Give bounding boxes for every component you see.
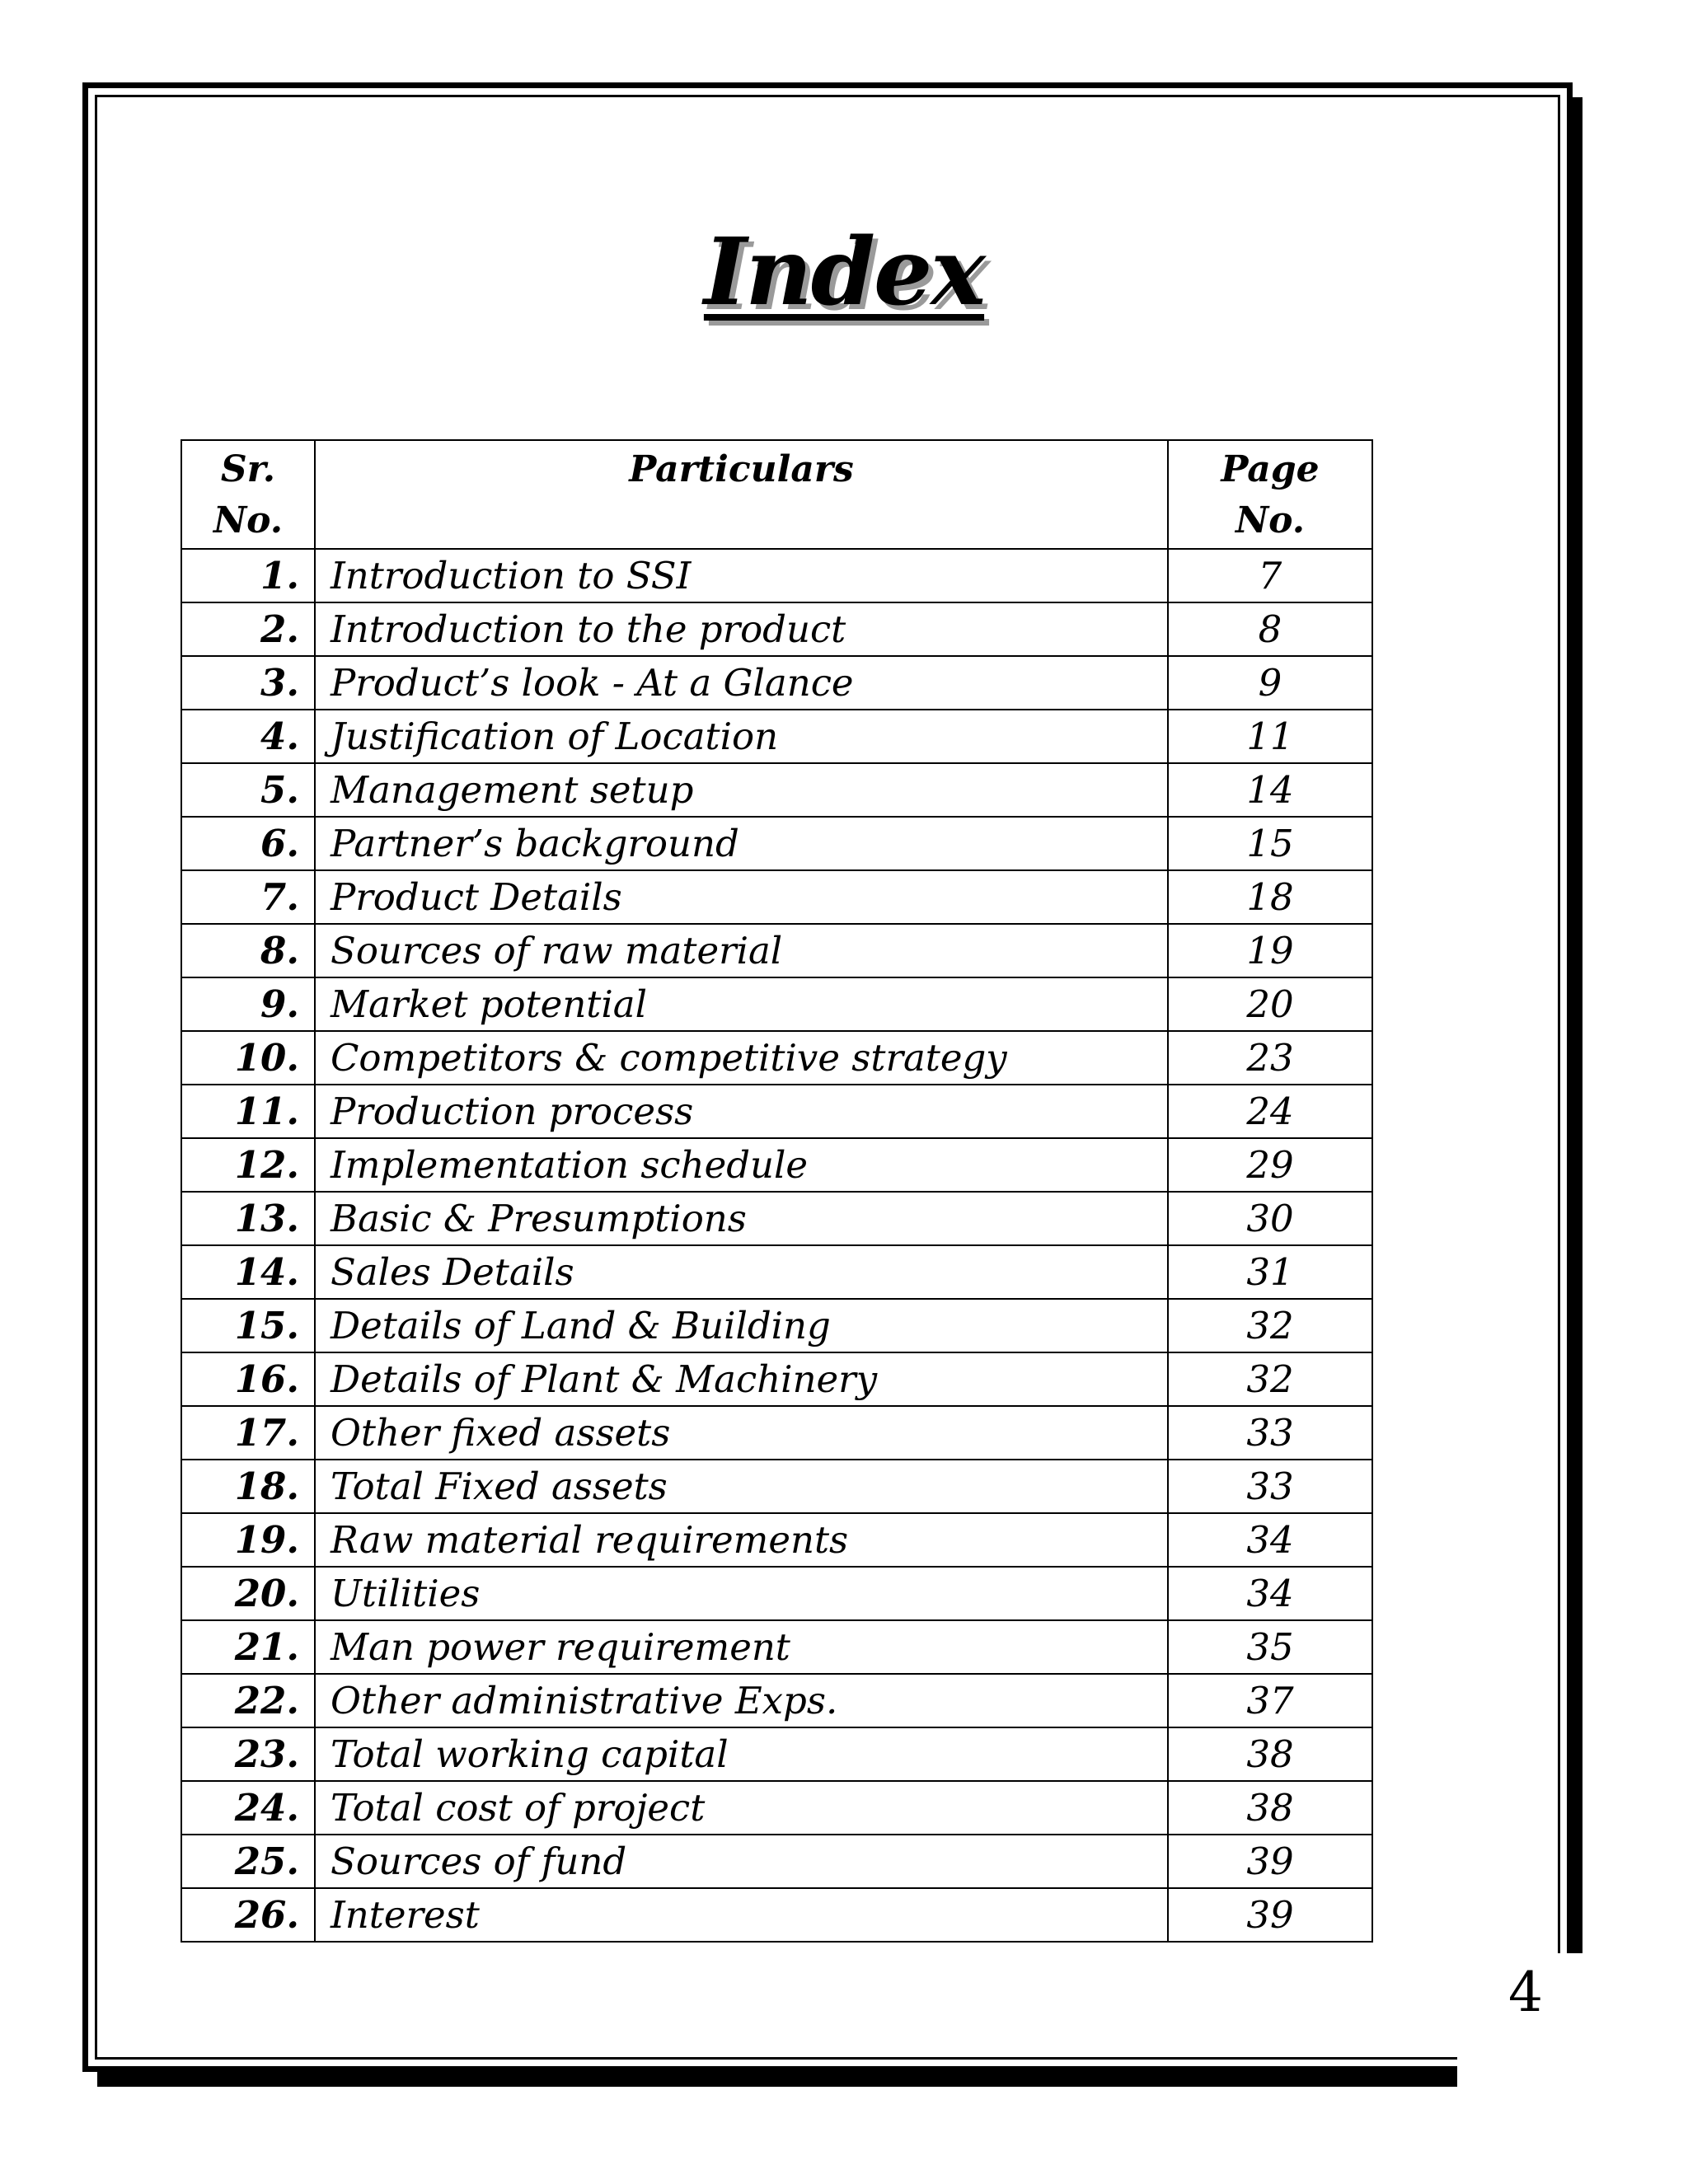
row-particular: Utilities — [315, 1567, 1168, 1620]
row-sr-no: 26. — [181, 1888, 315, 1942]
table-row — [181, 1085, 1372, 1138]
table-row — [181, 1138, 1372, 1192]
page-title — [0, 218, 1688, 326]
row-particular: Raw material requirements — [315, 1513, 1168, 1567]
table-row — [181, 817, 1372, 870]
row-sr-no: 3. — [181, 656, 315, 710]
index-table — [181, 439, 1373, 1943]
row-page-no: 18 — [1168, 870, 1372, 924]
row-particular: Implementation schedule — [315, 1138, 1168, 1192]
row-sr-no: 6. — [181, 817, 315, 870]
row-sr-no: 12. — [181, 1138, 315, 1192]
row-page-no: 7 — [1168, 549, 1372, 602]
table-row — [181, 763, 1372, 817]
table-row — [181, 1352, 1372, 1406]
row-sr-no: 22. — [181, 1674, 315, 1727]
row-page-no: 39 — [1168, 1888, 1372, 1942]
row-particular: Man power requirement — [315, 1620, 1168, 1674]
table-row — [181, 1567, 1372, 1620]
row-sr-no: 5. — [181, 763, 315, 817]
row-particular: Total Fixed assets — [315, 1460, 1168, 1513]
table-row — [181, 1460, 1372, 1513]
row-sr-no: 17. — [181, 1406, 315, 1460]
table-row — [181, 924, 1372, 977]
row-page-no: 32 — [1168, 1352, 1372, 1406]
row-particular: Market potential — [315, 977, 1168, 1031]
table-row — [181, 1299, 1372, 1352]
row-page-no: 19 — [1168, 924, 1372, 977]
row-page-no: 30 — [1168, 1192, 1372, 1245]
table-row — [181, 1245, 1372, 1299]
row-page-no: 33 — [1168, 1460, 1372, 1513]
row-sr-no: 25. — [181, 1835, 315, 1888]
row-page-no: 8 — [1168, 602, 1372, 656]
page-number: 4 — [1508, 1961, 1543, 2024]
row-particular: Other administrative Exps. — [315, 1674, 1168, 1727]
table-row — [181, 1781, 1372, 1835]
row-particular: Product’s look - At a Glance — [315, 656, 1168, 710]
row-page-no: 32 — [1168, 1299, 1372, 1352]
row-page-no: 23 — [1168, 1031, 1372, 1085]
row-sr-no: 23. — [181, 1727, 315, 1781]
table-row — [181, 1406, 1372, 1460]
row-page-no: 14 — [1168, 763, 1372, 817]
table-row — [181, 1674, 1372, 1727]
row-page-no: 11 — [1168, 710, 1372, 763]
table-row — [181, 1192, 1372, 1245]
row-sr-no: 1. — [181, 549, 315, 602]
table-row — [181, 656, 1372, 710]
row-sr-no: 9. — [181, 977, 315, 1031]
row-particular: Sources of raw material — [315, 924, 1168, 977]
page-title-text: Index — [703, 218, 985, 326]
table-row — [181, 1727, 1372, 1781]
row-page-no: 15 — [1168, 817, 1372, 870]
row-sr-no: 15. — [181, 1299, 315, 1352]
row-particular: Management setup — [315, 763, 1168, 817]
table-row — [181, 870, 1372, 924]
row-page-no: 39 — [1168, 1835, 1372, 1888]
row-sr-no: 7. — [181, 870, 315, 924]
header-page-no: Page No. — [1168, 440, 1372, 549]
row-particular: Partner’s background — [315, 817, 1168, 870]
row-page-no: 33 — [1168, 1406, 1372, 1460]
row-particular: Total cost of project — [315, 1781, 1168, 1835]
row-page-no: 38 — [1168, 1781, 1372, 1835]
row-sr-no: 14. — [181, 1245, 315, 1299]
index-table-body — [181, 549, 1372, 1942]
row-sr-no: 4. — [181, 710, 315, 763]
row-particular: Competitors & competitive strategy — [315, 1031, 1168, 1085]
row-particular: Sales Details — [315, 1245, 1168, 1299]
row-page-no: 34 — [1168, 1567, 1372, 1620]
row-particular: Introduction to the product — [315, 602, 1168, 656]
row-particular: Interest — [315, 1888, 1168, 1942]
row-particular: Introduction to SSI — [315, 549, 1168, 602]
index-header-row — [181, 440, 1372, 549]
row-particular: Details of Plant & Machinery — [315, 1352, 1168, 1406]
row-particular: Other fixed assets — [315, 1406, 1168, 1460]
table-row — [181, 1888, 1372, 1942]
table-row — [181, 1513, 1372, 1567]
table-row — [181, 549, 1372, 602]
row-particular: Production process — [315, 1085, 1168, 1138]
row-sr-no: 13. — [181, 1192, 315, 1245]
row-page-no: 38 — [1168, 1727, 1372, 1781]
row-sr-no: 21. — [181, 1620, 315, 1674]
row-particular: Total working capital — [315, 1727, 1168, 1781]
row-page-no: 34 — [1168, 1513, 1372, 1567]
row-page-no: 24 — [1168, 1085, 1372, 1138]
row-sr-no: 16. — [181, 1352, 315, 1406]
border-shadow-bottom — [97, 2072, 1457, 2087]
row-sr-no: 18. — [181, 1460, 315, 1513]
row-page-no: 31 — [1168, 1245, 1372, 1299]
table-row — [181, 1835, 1372, 1888]
row-page-no: 35 — [1168, 1620, 1372, 1674]
row-sr-no: 20. — [181, 1567, 315, 1620]
row-page-no: 29 — [1168, 1138, 1372, 1192]
row-page-no: 37 — [1168, 1674, 1372, 1727]
row-sr-no: 11. — [181, 1085, 315, 1138]
table-row — [181, 710, 1372, 763]
table-row — [181, 602, 1372, 656]
row-sr-no: 24. — [181, 1781, 315, 1835]
header-particulars: Particulars — [315, 440, 1168, 549]
table-row — [181, 977, 1372, 1031]
table-row — [181, 1031, 1372, 1085]
row-particular: Justification of Location — [315, 710, 1168, 763]
row-particular: Details of Land & Building — [315, 1299, 1168, 1352]
row-page-no: 20 — [1168, 977, 1372, 1031]
row-particular: Sources of fund — [315, 1835, 1168, 1888]
row-sr-no: 8. — [181, 924, 315, 977]
header-sr-no: Sr. No. — [181, 440, 315, 549]
table-row — [181, 1620, 1372, 1674]
row-sr-no: 19. — [181, 1513, 315, 1567]
row-sr-no: 10. — [181, 1031, 315, 1085]
row-particular: Basic & Presumptions — [315, 1192, 1168, 1245]
row-page-no: 9 — [1168, 656, 1372, 710]
row-sr-no: 2. — [181, 602, 315, 656]
row-particular: Product Details — [315, 870, 1168, 924]
